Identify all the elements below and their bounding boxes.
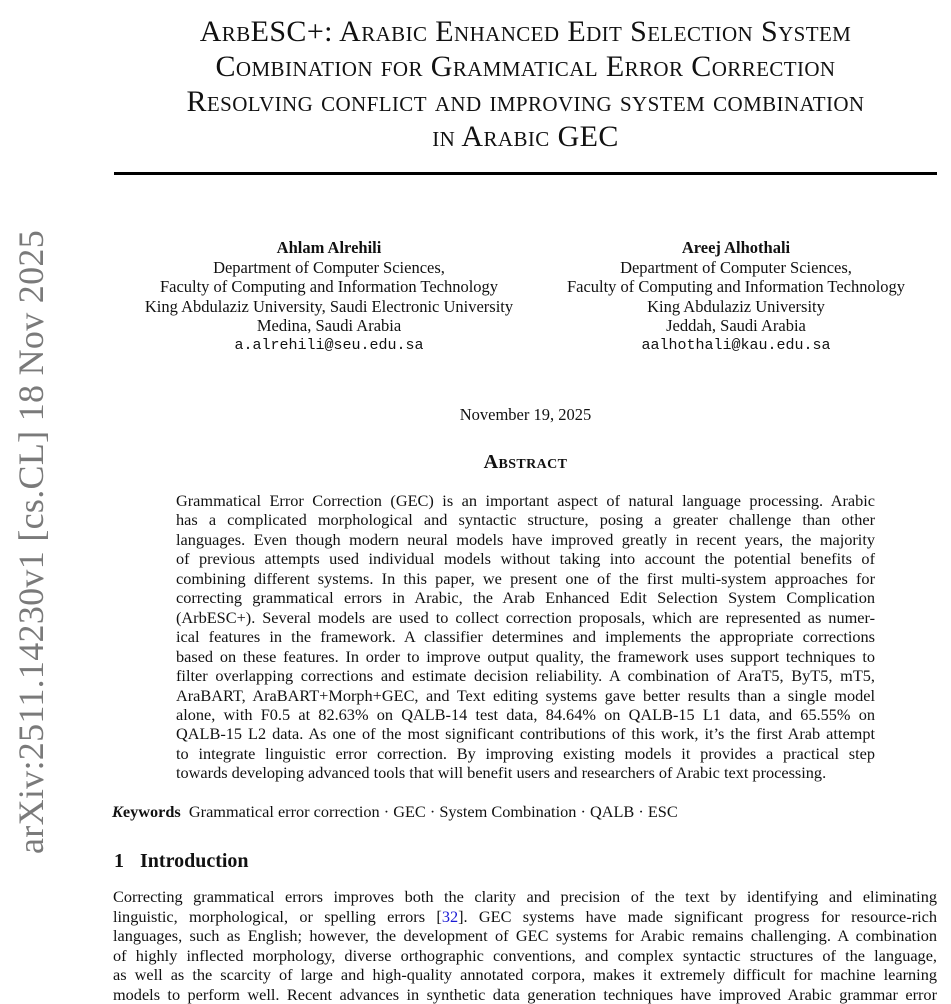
abstract-line: AraBART, AraBART+Morph+GEC, and Text editing systems gave better results than a single model: [176, 686, 875, 705]
author-block-2: [536, 238, 936, 355]
abstract-line: correcting grammatical errors in Arabic, the Arab Enhanced Edit Selection System Complication: [176, 588, 875, 607]
arxiv-side-stamp: [0, 232, 62, 852]
body-line: Correcting grammatical errors improves both the clarity and precision of the text by identifying and eliminating: [113, 887, 937, 907]
publication-date: November 19, 2025: [114, 405, 937, 425]
title-line: ArbESC+: Arabic Enhanced Edit Selection System: [114, 14, 937, 49]
abstract-line: of previous attempts used individual models without taking into account the potential benefits of: [176, 549, 875, 568]
abstract-line: based on these features. In order to improve output quality, the framework uses support techniques to: [176, 647, 875, 666]
citation-link[interactable]: 32: [442, 907, 458, 926]
abstract-line: has a complicated morphological and syntactic structure, posing a greater challenge than other: [176, 510, 875, 529]
body-line: models to perform well. Recent advances in synthetic data generation techniques have improved Arabic grammar error: [113, 985, 937, 1004]
author-department: Department of Computer Sciences,: [114, 258, 544, 278]
abstract-line: ical features in the framework. A classifier determines and implements the appropriate corrections: [176, 627, 875, 646]
body-line: languages, such as English; however, the development of GEC systems for Arabic remains challenging. A combination: [113, 926, 937, 946]
body-line: [113, 907, 937, 927]
body-text: linguistic, morphological, or spelling errors [: [113, 907, 442, 926]
author-department: Department of Computer Sciences,: [536, 258, 936, 278]
keywords-label-initial: K: [112, 802, 123, 821]
abstract-heading: Abstract: [114, 451, 937, 474]
section-number: 1: [114, 850, 124, 872]
author-location: Jeddah, Saudi Arabia: [536, 316, 936, 336]
author-faculty: Faculty of Computing and Information Technology: [114, 277, 544, 297]
abstract-line: towards developing advanced tools that will benefit users and researchers of Arabic text processing.: [176, 763, 875, 782]
body-text: ]. GEC systems have made significant progress for resource-rich: [458, 907, 937, 926]
introduction-body: [113, 887, 937, 1004]
paper-title: [114, 14, 937, 154]
abstract-line: (ArbESC+). Several models are used to collect correction proposals, which are represented as numer-: [176, 608, 875, 627]
keywords-label-rest: eywords: [123, 802, 181, 821]
abstract-line: QALB-15 L2 data. As one of the most significant contributions of this work, it’s the first Arab attempt: [176, 724, 875, 743]
keywords-text: Grammatical error correction · GEC · System Combination · QALB · ESC: [189, 802, 678, 821]
title-line: Combination for Grammatical Error Correction: [114, 49, 937, 84]
author-faculty: Faculty of Computing and Information Technology: [536, 277, 936, 297]
arxiv-identifier: arXiv:2511.14230v1 [cs.CL] 18 Nov 2025: [10, 230, 52, 854]
body-line: of highly inflected morphology, diverse orthographic conventions, and complex syntactic structures of the language,: [113, 946, 937, 966]
section-title: Introduction: [140, 850, 249, 872]
author-email[interactable]: aalhothali@kau.edu.sa: [536, 336, 936, 356]
author-email[interactable]: a.alrehili@seu.edu.sa: [114, 336, 544, 356]
abstract-line: Grammatical Error Correction (GEC) is an important aspect of natural language processing. Arabic: [176, 491, 875, 510]
author-name: Ahlam Alrehili: [114, 238, 544, 258]
title-rule: [114, 172, 937, 175]
title-line: Resolving conflict and improving system combination: [114, 84, 937, 119]
title-line: in Arabic GEC: [114, 119, 937, 154]
abstract-line: to integrate linguistic error correction. By improving existing models it provides a practical step: [176, 744, 875, 763]
abstract-line: filter overlapping corrections and estimate decision reliability. A combination of AraT5, ByT5, mT5,: [176, 666, 875, 685]
author-location: Medina, Saudi Arabia: [114, 316, 544, 336]
keywords-label: [112, 802, 181, 821]
author-block-1: [114, 238, 544, 355]
author-affiliation: King Abdulaziz University: [536, 297, 936, 317]
abstract-line: alone, with F0.5 at 82.63% on QALB-14 test data, 84.64% on QALB-15 L1 data, and 65.55% on: [176, 705, 875, 724]
keywords-line: [112, 802, 678, 822]
abstract-body: [176, 491, 875, 783]
section-heading: [114, 850, 249, 873]
author-name: Areej Alhothali: [536, 238, 936, 258]
author-affiliation: King Abdulaziz University, Saudi Electronic University: [114, 297, 544, 317]
abstract-line: combining different systems. In this paper, we present one of the first multi-system approaches for: [176, 569, 875, 588]
abstract-line: languages. Even though modern neural models have improved greatly in recent years, the majority: [176, 530, 875, 549]
body-line: as well as the scarcity of large and high-quality annotated corpora, makes it extremely difficult for machine learning: [113, 965, 937, 985]
